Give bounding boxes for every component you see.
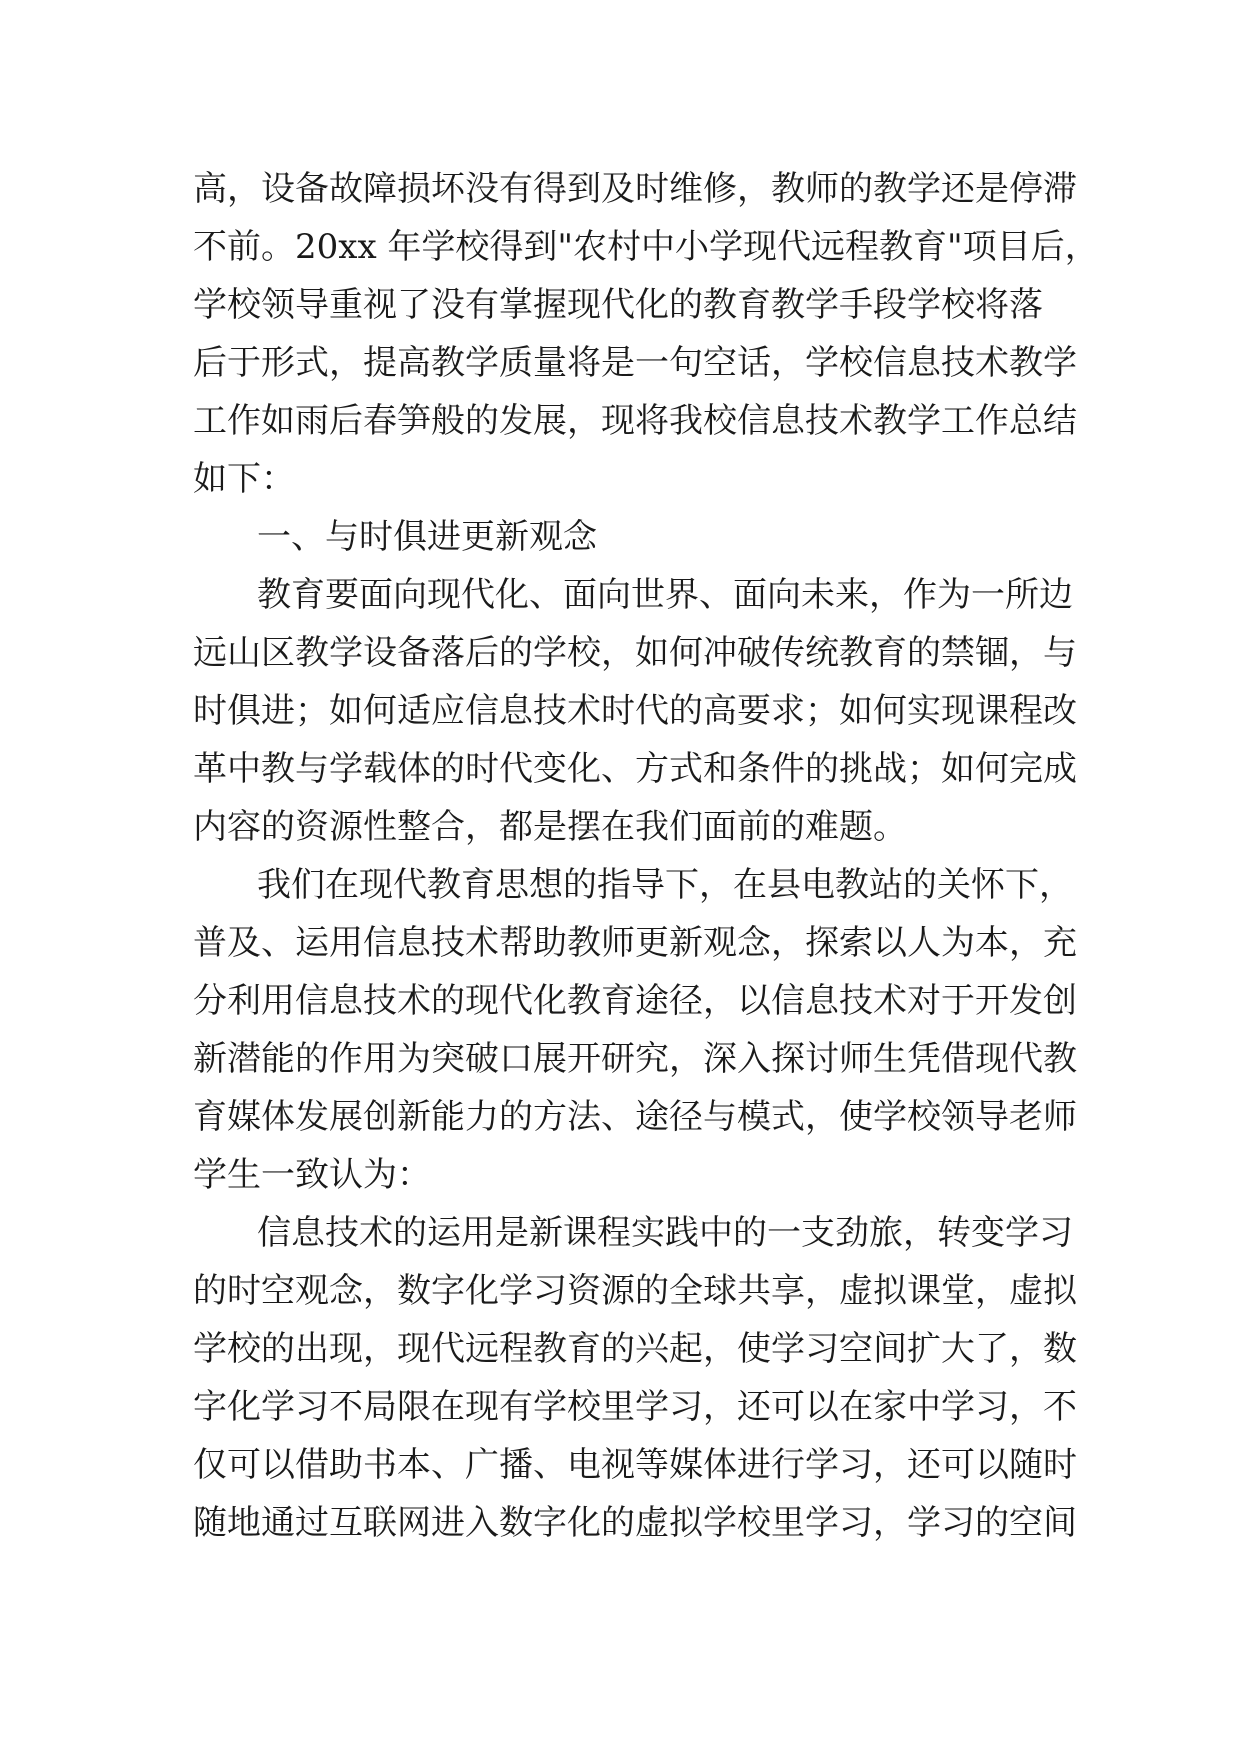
text-line: 教育要面向现代化、面向世界、面向未来，作为一所边 [257, 575, 1073, 615]
text-line: 远山区教学设备落后的学校，如何冲破传统教育的禁锢，与 [193, 633, 1077, 673]
text-line: 仅可以借助书本、广播、电视等媒体进行学习，还可以随时 [193, 1445, 1077, 1485]
text-line: 学生一致认为： [193, 1155, 431, 1195]
text-line: 学校的出现，现代远程教育的兴起，使学习空间扩大了，数 [193, 1329, 1077, 1369]
text-line: 的时空观念，数字化学习资源的全球共享，虚拟课堂，虚拟 [193, 1271, 1077, 1311]
text-line: 字化学习不局限在现有学校里学习，还可以在家中学习，不 [193, 1387, 1077, 1427]
text-line: 分利用信息技术的现代化教育途径，以信息技术对于开发创 [193, 981, 1077, 1021]
text-line: 时俱进；如何适应信息技术时代的高要求；如何实现课程改 [193, 691, 1077, 731]
text-line: 信息技术的运用是新课程实践中的一支劲旅，转变学习 [257, 1213, 1073, 1253]
document-body [193, 160, 1099, 1552]
text-line: 高，设备故障损坏没有得到及时维修，教师的教学还是停滞 [193, 169, 1077, 209]
text-line: 普及、运用信息技术帮助教师更新观念，探索以人为本，充 [193, 923, 1077, 963]
text-line: 如下： [193, 459, 295, 499]
text-line: 工作如雨后春笋般的发展，现将我校信息技术教学工作总结 [193, 401, 1077, 441]
text-line: 后于形式，提高教学质量将是一句空话，学校信息技术教学 [193, 343, 1077, 383]
section-heading: 一、与时俱进更新观念 [257, 517, 597, 557]
text-line: 内容的资源性整合，都是摆在我们面前的难题。 [193, 807, 907, 847]
text-line: 学校领导重视了没有掌握现代化的教育教学手段学校将落 [193, 285, 1043, 325]
text-line: 育媒体发展创新能力的方法、途径与模式，使学校领导老师 [193, 1097, 1077, 1137]
text-line: 随地通过互联网进入数字化的虚拟学校里学习，学习的空间 [193, 1503, 1077, 1543]
text-line: 我们在现代教育思想的指导下，在县电教站的关怀下， [257, 865, 1073, 905]
text-line: 不前。20xx 年学校得到"农村中小学现代远程教育"项目后， [193, 227, 1099, 267]
text-line: 革中教与学载体的时代变化、方式和条件的挑战；如何完成 [193, 749, 1077, 789]
text-line: 新潜能的作用为突破口展开研究，深入探讨师生凭借现代教 [193, 1039, 1077, 1079]
